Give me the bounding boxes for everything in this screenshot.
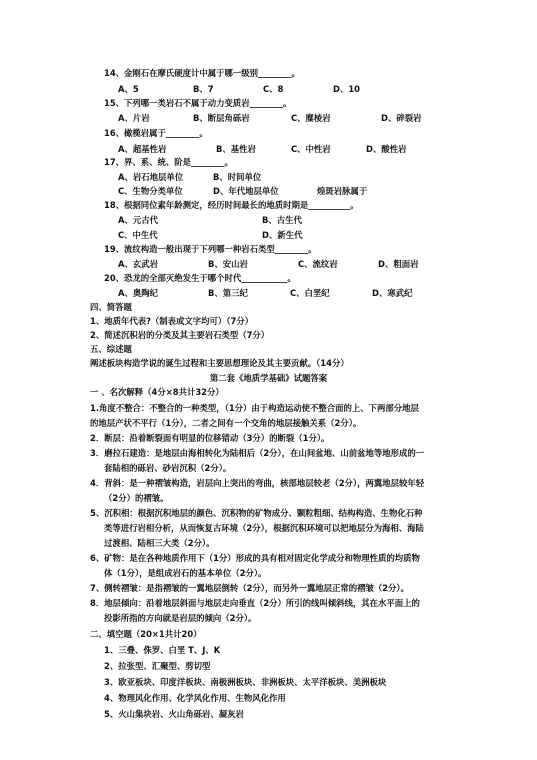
fill-answer: 5、火山集块岩、火山角砾岩、凝灰岩 (104, 709, 244, 719)
question-17-options-row2 (118, 186, 367, 197)
question-18-options-row1 (118, 215, 302, 226)
answer-line: （2分）的褶皱。 (104, 493, 169, 503)
option-b: B、第三纪 (208, 288, 248, 298)
question-15-stem: 15、下列哪一类岩石不属于动力变质岩________。 (104, 98, 292, 108)
option-a: A、片岩 (118, 113, 150, 123)
section-4-heading: 四、简答题 (90, 302, 132, 312)
question-17-options-row1 (118, 172, 261, 183)
option-c: C、白垩纪 (290, 288, 330, 298)
answer-line: 3．磨拉石建造：是地层由海相转化为陆相后（2分），在山间盆地、山前盆地等地形成的一 (90, 448, 425, 458)
answer-line: 6、矿物：是在各种地质作用下（1分）形成的具有相对固定化学成分和物理性质的均质物 (90, 553, 420, 563)
answer-line: 2．断层：沿着断裂面有明显的位移错动（3分）的断裂（1分）。 (90, 433, 330, 443)
option-c: C、中生代 (118, 230, 158, 240)
option-b: B、古生代 (262, 215, 302, 225)
answer-line: 1.角度不整合：不整合的一种类型，（1分）由于构造运动使不整合面的上、下两部分地层 (90, 403, 419, 413)
question-17-stem: 17、界、系、统、阶是________。 (104, 157, 233, 167)
question-19-options (118, 259, 418, 270)
question-18-options-row2 (118, 230, 302, 241)
section-4-item-1: 1、地质年代表?（制表或文字均可）（7分） (90, 316, 254, 326)
option-a: A、奥陶纪 (118, 288, 158, 298)
fill-answer: 4、物理风化作用、化学风化作用、生物风化作用 (104, 693, 286, 703)
question-20-stem: 20、恐龙的全部灭绝发生于哪个时代___________。 (104, 273, 296, 283)
question-15-options (118, 113, 421, 124)
answer-line: 套陆相的砾岩、砂岩沉积（2分）。 (104, 463, 232, 473)
question-16-stem: 16、橄榄岩属于________。 (104, 128, 208, 138)
answer-line: 体（1分），是组成岩石的基本单位（2分）。 (104, 568, 267, 578)
answer-line: 8．地层倾向：沿着地层斜面与地层走向垂直（2分）所引的线叫倾斜线，其在水平面上的 (90, 598, 420, 608)
option-a: A、岩石地层单位 (118, 172, 184, 182)
option-b: B、基性岩 (216, 144, 256, 154)
answer-line: 5、沉积相：根据沉积地层的颜色、沉积物的矿物成分、颗粒粗细、结构构造、生物化石种 (90, 508, 423, 518)
option-b: B、安山岩 (208, 259, 248, 269)
option-a: A、5 (118, 84, 139, 94)
section-5-text: 阐述板块构造学说的诞生过程和主要思想理论及其主要贡献。（14分） (90, 358, 349, 368)
answer-line: 类等进行岩相分析，从而恢复古环境（2分），根据沉积环境可以把地层分为海相、海陆 (104, 523, 424, 533)
question-20-options (118, 288, 412, 299)
fill-answer: 1、三叠、侏罗、白垩 T、J、K (104, 645, 221, 655)
option-c: C、中性岩 (291, 144, 331, 154)
option-a: A、玄武岩 (118, 259, 158, 269)
option-c: C、糜棱岩 (291, 113, 331, 123)
answer-line: 4．背斜：是一种褶皱构造，岩层向上突出的弯曲，核部地层较老（2分），两翼地层较年轻 (90, 478, 425, 488)
fill-answer: 2、拉张型、汇聚型、剪切型 (104, 661, 211, 671)
option-b: B、时间单位 (213, 172, 262, 182)
fill-answer: 3、欧亚板块、印度洋板块、南极洲板块、非洲板块、太平洋板块、美洲板块 (104, 677, 387, 687)
question-17-trailing-text: 煌斑岩脉属于 (317, 186, 368, 196)
question-16-options (118, 144, 406, 155)
option-c: C、生物分类单位 (118, 186, 183, 196)
question-14-stem: 14、金刚石在摩氏硬度计中属于哪一级别________。 (104, 68, 300, 78)
option-d: D、酸性岩 (366, 144, 407, 154)
option-c: C、流纹岩 (298, 259, 338, 269)
option-d: D、新生代 (262, 230, 303, 240)
option-c: C、8 (263, 84, 284, 94)
option-d: D、年代地层单位 (213, 186, 279, 196)
option-d: D、碎裂岩 (381, 113, 422, 123)
section-5-heading: 五、综述题 (90, 344, 132, 354)
option-b: B、7 (193, 84, 214, 94)
option-d: D、10 (333, 84, 360, 94)
question-19-stem: 19、流纹构造一般出现于下列哪一种岩石类型________。 (104, 244, 317, 254)
answers-title: 第二套《地质学基础》试题答案 (209, 373, 328, 383)
option-d: D、粗面岩 (378, 259, 419, 269)
question-14-options (118, 84, 360, 95)
option-b: B、断层角砾岩 (193, 113, 250, 123)
option-a: A、元古代 (118, 215, 158, 225)
answer-line: 过渡相、陆相三大类（2分）。 (104, 538, 215, 548)
option-d: D、寒武纪 (372, 288, 413, 298)
option-a: A、超基性岩 (118, 144, 167, 154)
answer-line: 投影所指的方向就是岩层的倾向（2分）。 (104, 613, 257, 623)
question-18-stem: 18、根据同位素年龄测定，经历时间最长的地质时期是__________。 (104, 200, 359, 210)
answers-part1-heading: 一 、名次解释（4分×8共计32分） (90, 387, 224, 397)
section-4-item-2: 2、简述沉积岩的分类及其主要岩石类型（7分） (90, 330, 270, 340)
answers-part2-heading: 二、填空题（20×1共计20） (90, 629, 202, 639)
answer-line: 7、侧转褶皱：是指褶皱的一翼地层倒转（2分），而另外一翼地层正常的褶皱（2分）。 (90, 583, 409, 593)
answer-line: 的地层产状不平行（1分），二者之间有一个交角的地层接触关系（2分）。 (90, 418, 362, 428)
